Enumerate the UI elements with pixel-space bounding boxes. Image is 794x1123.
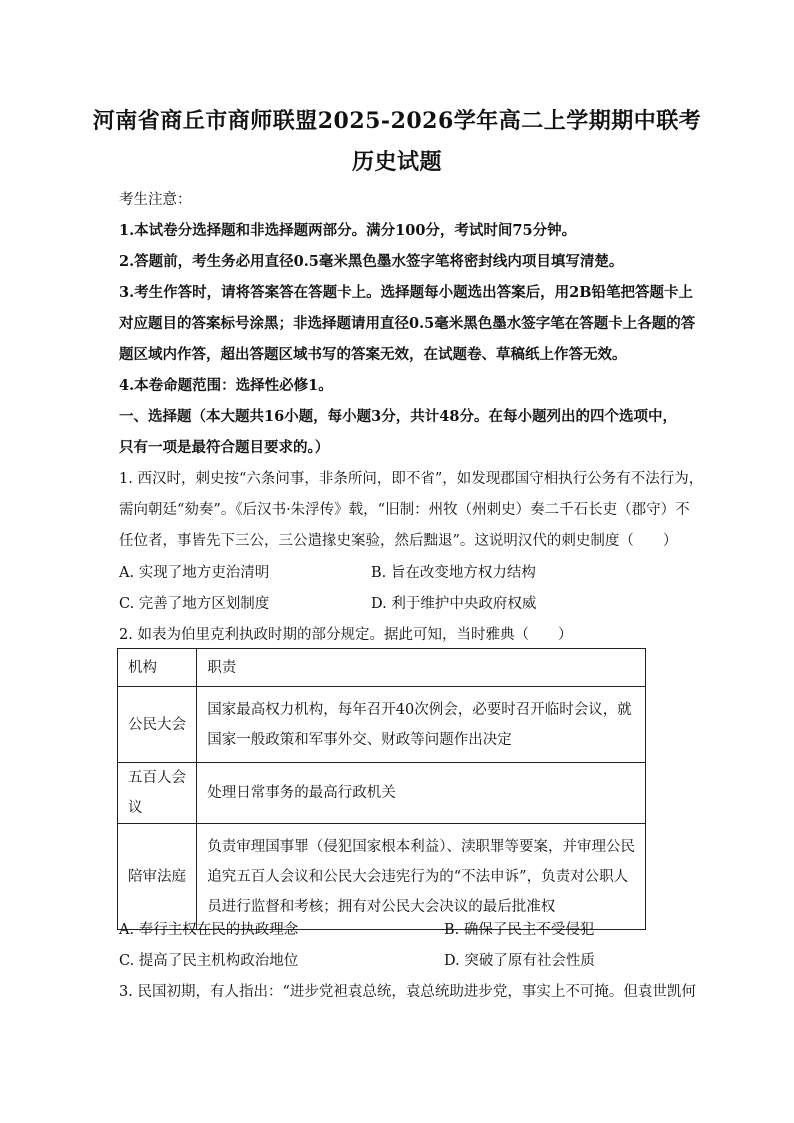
table-cell-org: 陪审法庭 xyxy=(118,824,197,930)
q1-option-d: D. 利于维护中央政府权威 xyxy=(371,596,537,612)
q2-option-b: B. 确保了民主不受侵犯 xyxy=(444,922,595,938)
table-row xyxy=(118,824,646,930)
q2-option-c: C. 提高了民主机构政治地位 xyxy=(119,953,299,969)
duty-line: 追究五百人会议和公民大会违宪行为的“不法申诉”，负责对公职人 xyxy=(207,868,629,885)
table-row xyxy=(118,687,646,763)
q1-option-c: C. 完善了地方区划制度 xyxy=(119,596,270,612)
duty-line: 负责审理国事罪（侵犯国家根本利益）、渎职罪等要案，并审理公民 xyxy=(207,838,635,855)
table-cell-duty xyxy=(197,687,646,763)
table-row xyxy=(118,763,646,824)
q2-option-d: D. 突破了原有社会性质 xyxy=(444,953,595,969)
table-cell-org: 五百人会议 xyxy=(118,763,197,824)
duty-line: 员进行监督和考核；拥有对公民大会决议的最后批准权 xyxy=(207,898,556,915)
q2-option-a: A. 奉行主权在民的执政理念 xyxy=(119,922,299,938)
section-heading-cont: 只有一项是最符合题目要求的。） xyxy=(119,439,330,456)
q2-table xyxy=(117,648,646,930)
table-header-row xyxy=(118,649,646,687)
section-heading: 一、选择题（本大题共16小题，每小题3分，共计48分。在每小题列出的四个选项中， xyxy=(119,408,677,425)
notice-item-3-cont: 对应题目的答案标号涂黑；非选择题请用直径0.5毫米黑色墨水签字笔在答题卡上各题的答 xyxy=(119,315,696,332)
exam-title: 河南省商丘市商师联盟2025-2026学年高二上学期期中联考 xyxy=(92,108,702,134)
notice-item-3-cont2: 题区域内作答，超出答题区域书写的答案无效，在试题卷、草稿纸上作答无效。 xyxy=(119,346,627,363)
q1-stem-line1: 1. 西汉时，刺史按“六条问事，非条所问，即不省”，如发现郡国守相执行公务有不法行为， xyxy=(119,471,704,487)
q2-stem: 2. 如表为伯里克利执政时期的部分规定。据此可知，当时雅典（ ） xyxy=(119,627,573,643)
duty-line: 国家一般政策和军事外交、财政等问题作出决定 xyxy=(207,731,512,748)
notice-item-3: 3.考生作答时，请将答案答在答题卡上。选择题每小题选出答案后，用2B铅笔把答题卡上 xyxy=(119,284,693,301)
duty-line: 国家最高权力机构，每年召开40次例会，必要时召开临时会议，就 xyxy=(207,701,632,718)
duty-line: 处理日常事务的最高行政机关 xyxy=(207,785,396,801)
exam-subtitle: 历史试题 xyxy=(351,149,442,175)
notice-item-1: 1.本试卷分选择题和非选择题两部分。满分100分，考试时间75分钟。 xyxy=(119,222,577,239)
notice-item-4: 4.本卷命题范围：选择性必修1。 xyxy=(119,377,333,394)
q1-stem-line3: 任位者，事皆先下三公，三公遣掾史案验，然后黜退”。这说明汉代的刺史制度（ ） xyxy=(119,533,678,549)
notice-heading: 考生注意： xyxy=(119,192,192,208)
table-cell-duty xyxy=(197,763,646,824)
table-cell-duty xyxy=(197,824,646,930)
q3-stem-line1: 3. 民国初期，有人指出：“进步党袒袁总统，袁总统助进步党，事实上不可掩。但袁世凯何 xyxy=(119,984,696,1000)
q1-option-b: B. 旨在改变地方权力结构 xyxy=(371,565,536,581)
table-header-org: 机构 xyxy=(118,649,197,687)
table-cell-org: 公民大会 xyxy=(118,687,197,763)
q1-option-a: A. 实现了地方吏治清明 xyxy=(119,565,270,581)
q1-stem-line2: 需向朝廷“劾奏”。《后汉书·朱浮传》载，“旧制：州牧（州刺史）奏二千石长吏（郡守）不 xyxy=(119,502,690,518)
notice-item-2: 2.答题前，考生务必用直径0.5毫米黑色墨水签字笔将密封线内项目填写清楚。 xyxy=(119,253,624,270)
table-header-duty: 职责 xyxy=(197,649,646,687)
